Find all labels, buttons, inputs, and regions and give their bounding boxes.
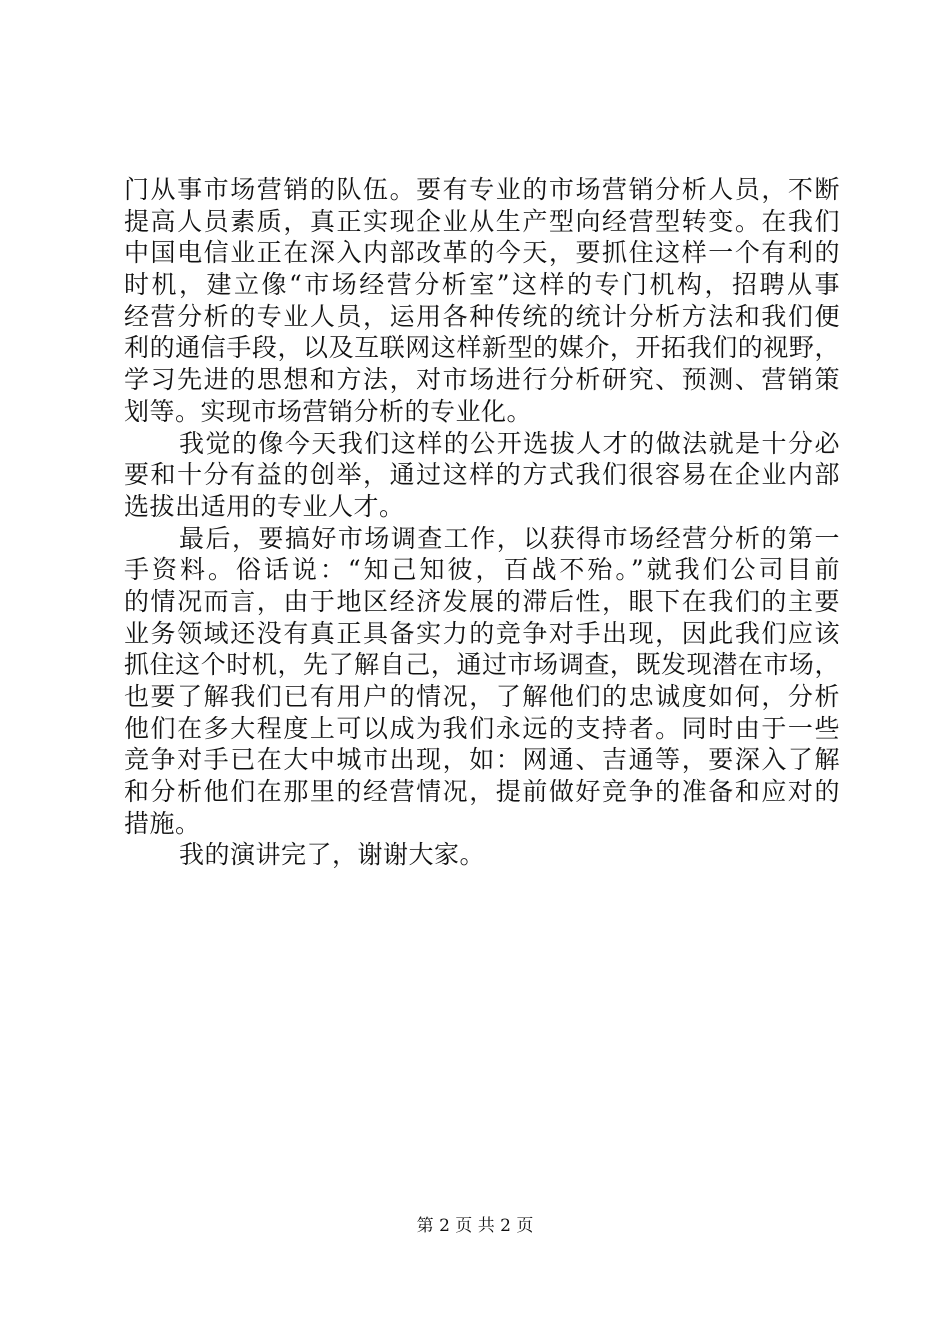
text-line: 利的通信手段，以及互联网这样新型的媒介，开拓我们的视野， bbox=[124, 333, 840, 363]
text-line: 的情况而言，由于地区经济发展的滞后性，眼下在我们的主要 bbox=[124, 586, 840, 616]
text-line: 业务领域还没有真正具备实力的竞争对手出现，因此我们应该 bbox=[124, 618, 840, 648]
document-body bbox=[124, 174, 840, 871]
text-line: 中国电信业正在深入内部改革的今天，要抓住这样一个有利的 bbox=[124, 238, 840, 268]
text-line: 最后，要搞好市场调查工作，以获得市场经营分析的第一 bbox=[179, 523, 840, 553]
paragraph bbox=[124, 174, 840, 428]
paragraph bbox=[124, 523, 840, 840]
text-line: 我觉的像今天我们这样的公开选拔人才的做法就是十分必 bbox=[179, 428, 840, 458]
text-line: 竞争对手已在大中城市出现，如：网通、吉通等，要深入了解 bbox=[124, 745, 840, 775]
text-line: 也要了解我们已有用户的情况，了解他们的忠诚度如何，分析 bbox=[124, 682, 840, 711]
text-line: 手资料。俗话说：“知己知彼，百战不殆。”就我们公司目前 bbox=[124, 555, 840, 585]
text-line: 他们在多大程度上可以成为我们永远的支持者。同时由于一些 bbox=[124, 713, 840, 743]
text-line: 选拔出适用的专业人才。 bbox=[124, 491, 405, 521]
paragraph bbox=[124, 428, 840, 523]
paragraph bbox=[124, 839, 840, 871]
text-line: 门从事市场营销的队伍。要有专业的市场营销分析人员，不断 bbox=[124, 175, 840, 204]
text-line: 时机，建立像“市场经营分析室”这样的专门机构，招聘从事 bbox=[124, 270, 840, 300]
text-line: 划等。实现市场营销分析的专业化。 bbox=[124, 396, 533, 426]
text-line: 要和十分有益的创举，通过这样的方式我们很容易在企业内部 bbox=[124, 460, 840, 490]
text-line: 提高人员素质，真正实现企业从生产型向经营型转变。在我们 bbox=[124, 206, 840, 236]
text-line: 学习先进的思想和方法，对市场进行分析研究、预测、营销策 bbox=[124, 365, 840, 395]
text-line: 和分析他们在那里的经营情况，提前做好竞争的准备和应对的 bbox=[124, 777, 840, 807]
text-line: 我的演讲完了，谢谢大家。 bbox=[179, 840, 486, 870]
text-line: 措施。 bbox=[124, 808, 201, 838]
page-number-footer: 第 2 页 共 2 页 bbox=[416, 1216, 534, 1236]
text-line: 抓住这个时机，先了解自己，通过市场调查，既发现潜在市场， bbox=[124, 650, 840, 680]
text-line: 经营分析的专业人员，运用各种传统的统计分析方法和我们便 bbox=[124, 301, 840, 331]
